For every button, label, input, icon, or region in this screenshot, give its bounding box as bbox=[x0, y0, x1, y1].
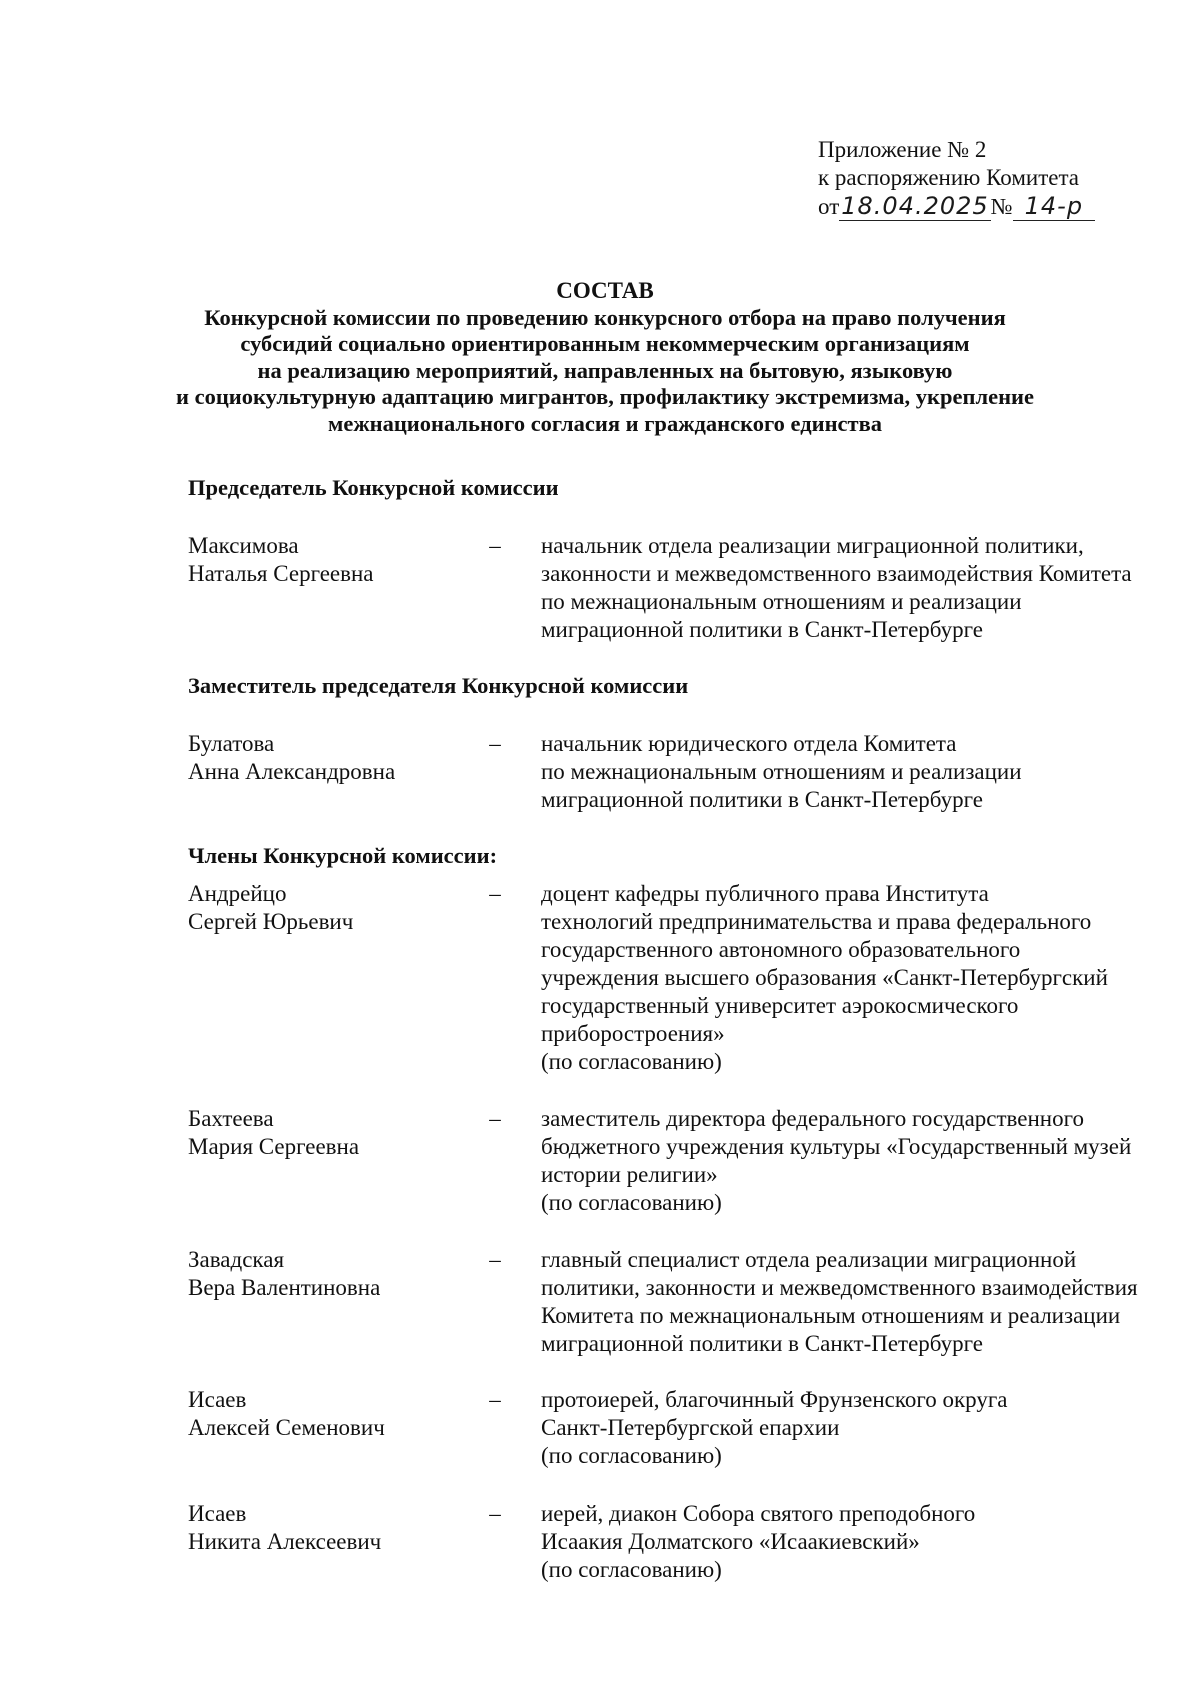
desc-line: технологий предпринимательства и права федерального bbox=[541, 909, 1092, 934]
desc-line: (по согласованию) bbox=[541, 1190, 722, 1215]
member-surname: Андрейцо bbox=[188, 881, 287, 906]
section-heading-members: Члены Конкурсной комиссии: bbox=[188, 843, 498, 868]
member-given-name: Сергей Юрьевич bbox=[188, 909, 354, 934]
member-description bbox=[541, 1246, 1171, 1358]
desc-line: (по согласованию) bbox=[541, 1443, 722, 1468]
title-main: СОСТАВ bbox=[556, 278, 654, 303]
member-given-name: Наталья Сергеевна bbox=[188, 561, 374, 586]
desc-line: государственный университет аэрокосмического bbox=[541, 993, 1019, 1018]
annex-line-2: к распоряжению Комитета bbox=[818, 165, 1079, 190]
desc-line: (по согласованию) bbox=[541, 1557, 722, 1582]
member-name bbox=[188, 730, 468, 786]
desc-line: доцент кафедры публичного права Института bbox=[541, 881, 989, 906]
desc-line: миграционной политики в Санкт-Петербурге bbox=[541, 787, 983, 812]
member-name bbox=[188, 532, 468, 588]
section-heading-deputy: Заместитель председателя Конкурсной комиссии bbox=[188, 673, 689, 698]
desc-line: Санкт-Петербургской епархии bbox=[541, 1415, 840, 1440]
desc-line: по межнациональным отношениям и реализации bbox=[541, 759, 1022, 784]
member-description bbox=[541, 532, 1171, 644]
desc-line: миграционной политики в Санкт-Петербурге bbox=[541, 1331, 983, 1356]
desc-line: иерей, диакон Собора святого преподобного bbox=[541, 1501, 976, 1526]
title-line: межнационального согласия и гражданского единства bbox=[328, 410, 882, 436]
member-surname: Булатова bbox=[188, 731, 275, 756]
title-line: субсидий социально ориентированным некоммерческим организациям bbox=[240, 331, 970, 356]
title-line: и социокультурную адаптацию мигрантов, профилактику экстремизма, укрепление bbox=[176, 384, 1034, 409]
title-line: Конкурсной комиссии по проведению конкурсного отбора на право получения bbox=[204, 304, 1006, 330]
handwritten-number: 14-р bbox=[1013, 192, 1095, 221]
member-given-name: Никита Алексеевич bbox=[188, 1529, 382, 1554]
member-dash: – bbox=[489, 1387, 501, 1412]
member-dash: – bbox=[489, 1501, 501, 1526]
desc-line: (по согласованию) bbox=[541, 1049, 722, 1074]
member-surname: Максимова bbox=[188, 533, 299, 558]
desc-line: начальник юридического отдела Комитета bbox=[541, 731, 957, 756]
desc-line: государственного автономного образовательного bbox=[541, 937, 1021, 962]
member-given-name: Алексей Семенович bbox=[188, 1415, 385, 1440]
desc-line: главный специалист отдела реализации миграционной bbox=[541, 1247, 1077, 1272]
section-heading-chair: Председатель Конкурсной комиссии bbox=[188, 475, 559, 500]
annex-line-3 bbox=[818, 192, 1095, 221]
annex-block bbox=[818, 136, 1095, 221]
annex-number-label: № bbox=[990, 194, 1013, 219]
desc-line: законности и межведомственного взаимодействия Комитета bbox=[541, 561, 1132, 586]
member-description bbox=[541, 1105, 1171, 1217]
member-given-name: Мария Сергеевна bbox=[188, 1134, 360, 1159]
desc-line: Комитета по межнациональным отношениям и реализации bbox=[541, 1303, 1121, 1328]
member-dash: – bbox=[489, 731, 501, 756]
member-dash: – bbox=[489, 881, 501, 906]
member-name bbox=[188, 880, 468, 936]
desc-line: Исаакия Долматского «Исаакиевский» bbox=[541, 1529, 920, 1554]
title-line: на реализацию мероприятий, направленных на бытовую, языковую bbox=[257, 357, 953, 383]
document-title bbox=[150, 278, 1060, 437]
desc-line: приборостроения» bbox=[541, 1021, 725, 1046]
member-dash: – bbox=[489, 1106, 501, 1131]
desc-line: по межнациональным отношениям и реализации bbox=[541, 589, 1022, 614]
member-name bbox=[188, 1105, 468, 1161]
member-surname: Завадская bbox=[188, 1247, 285, 1272]
annex-line-1: Приложение № 2 bbox=[818, 137, 987, 162]
member-dash: – bbox=[489, 1247, 501, 1272]
desc-line: миграционной политики в Санкт-Петербурге bbox=[541, 617, 983, 642]
member-given-name: Анна Александровна bbox=[188, 759, 396, 784]
annex-from-label: от bbox=[818, 194, 840, 219]
member-surname: Бахтеева bbox=[188, 1106, 274, 1131]
desc-line: бюджетного учреждения культуры «Государственный музей bbox=[541, 1134, 1132, 1159]
desc-line: заместитель директора федерального государственного bbox=[541, 1106, 1084, 1131]
desc-line: истории религии» bbox=[541, 1162, 718, 1187]
desc-line: учреждения высшего образования «Санкт-Петербургский bbox=[541, 965, 1108, 990]
desc-line: протоиерей, благочинный Фрунзенского округа bbox=[541, 1387, 1008, 1412]
member-name bbox=[188, 1246, 468, 1302]
member-surname: Исаев bbox=[188, 1501, 247, 1526]
member-description bbox=[541, 880, 1171, 1076]
desc-line: начальник отдела реализации миграционной политики, bbox=[541, 533, 1084, 558]
member-description bbox=[541, 730, 1171, 814]
member-description bbox=[541, 1386, 1171, 1470]
member-given-name: Вера Валентиновна bbox=[188, 1275, 381, 1300]
member-name bbox=[188, 1500, 468, 1556]
member-description bbox=[541, 1500, 1171, 1584]
handwritten-date: 18.04.2025 bbox=[841, 192, 989, 220]
member-surname: Исаев bbox=[188, 1387, 247, 1412]
desc-line: политики, законности и межведомственного взаимодействия bbox=[541, 1275, 1138, 1300]
member-name bbox=[188, 1386, 468, 1442]
member-dash: – bbox=[489, 533, 501, 558]
